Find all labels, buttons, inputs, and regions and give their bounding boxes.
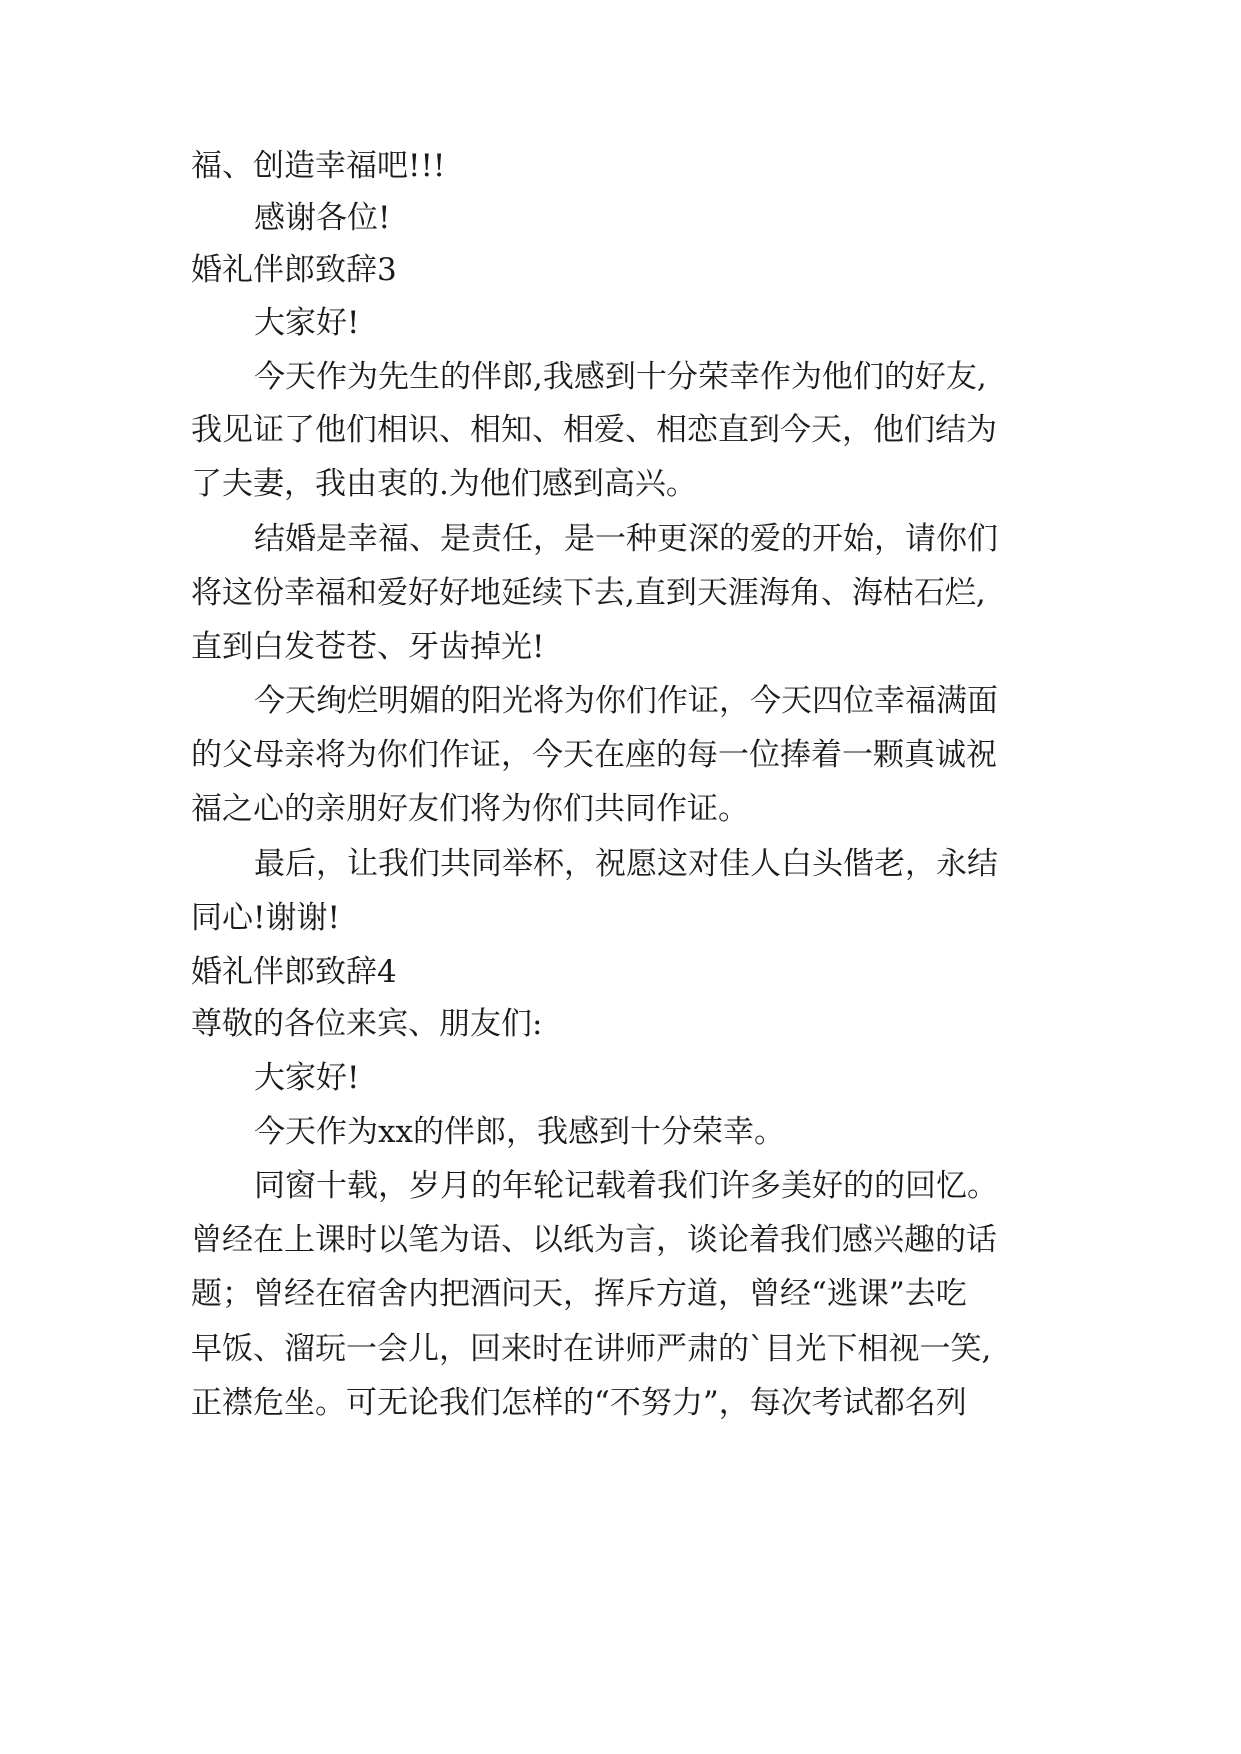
paragraph-line: 最后，让我们共同举杯，祝愿这对佳人白头偕老，永结 [254, 846, 998, 882]
paragraph-line: 今天作为xx的伴郎，我感到十分荣幸。 [254, 1114, 785, 1150]
paragraph-line: 早饭、溜玩一会儿，回来时在讲师严肃的`目光下相视一笑, [191, 1331, 992, 1367]
paragraph-line: 今天作为先生的伴郎,我感到十分荣幸作为他们的好友, [254, 359, 987, 395]
section-heading: 婚礼伴郎致辞3 [191, 252, 397, 288]
paragraph-line: 同心!谢谢! [191, 900, 340, 936]
paragraph-line: 感谢各位! [254, 200, 391, 236]
paragraph-line: 直到白发苍苍、牙齿掉光! [191, 629, 545, 665]
paragraph-line: 将这份幸福和爱好好地延续下去,直到天涯海角、海枯石烂, [191, 575, 986, 611]
paragraph-line: 曾经在上课时以笔为语、以纸为言，谈论着我们感兴趣的话 [191, 1222, 997, 1258]
paragraph-line: 结婚是幸福、是责任，是一种更深的爱的开始，请你们 [254, 521, 998, 557]
paragraph-line: 的父母亲将为你们作证，今天在座的每一位捧着一颗真诚祝 [191, 737, 997, 773]
paragraph-line: 今天绚烂明媚的阳光将为你们作证，今天四位幸福满面 [254, 683, 998, 719]
paragraph-line: 题；曾经在宿舍内把酒问天，挥斥方道，曾经“逃课”去吃 [191, 1276, 967, 1312]
paragraph-line: 同窗十载，岁月的年轮记载着我们许多美好的的回忆。 [254, 1168, 998, 1204]
paragraph-line: 正襟危坐。可无论我们怎样的“不努力”，每次考试都名列 [191, 1385, 967, 1421]
paragraph-line: 我见证了他们相识、相知、相爱、相恋直到今天，他们结为 [191, 412, 997, 448]
paragraph-line: 了夫妻，我由衷的.为他们感到高兴。 [191, 466, 697, 502]
paragraph-line: 福、创造幸福吧!!! [191, 148, 446, 184]
paragraph-line: 福之心的亲朋好友们将为你们共同作证。 [191, 791, 749, 827]
paragraph-line: 大家好! [254, 305, 360, 341]
paragraph-line: 尊敬的各位来宾、朋友们: [191, 1006, 543, 1042]
section-heading: 婚礼伴郎致辞4 [191, 954, 397, 990]
paragraph-line: 大家好! [254, 1060, 360, 1096]
